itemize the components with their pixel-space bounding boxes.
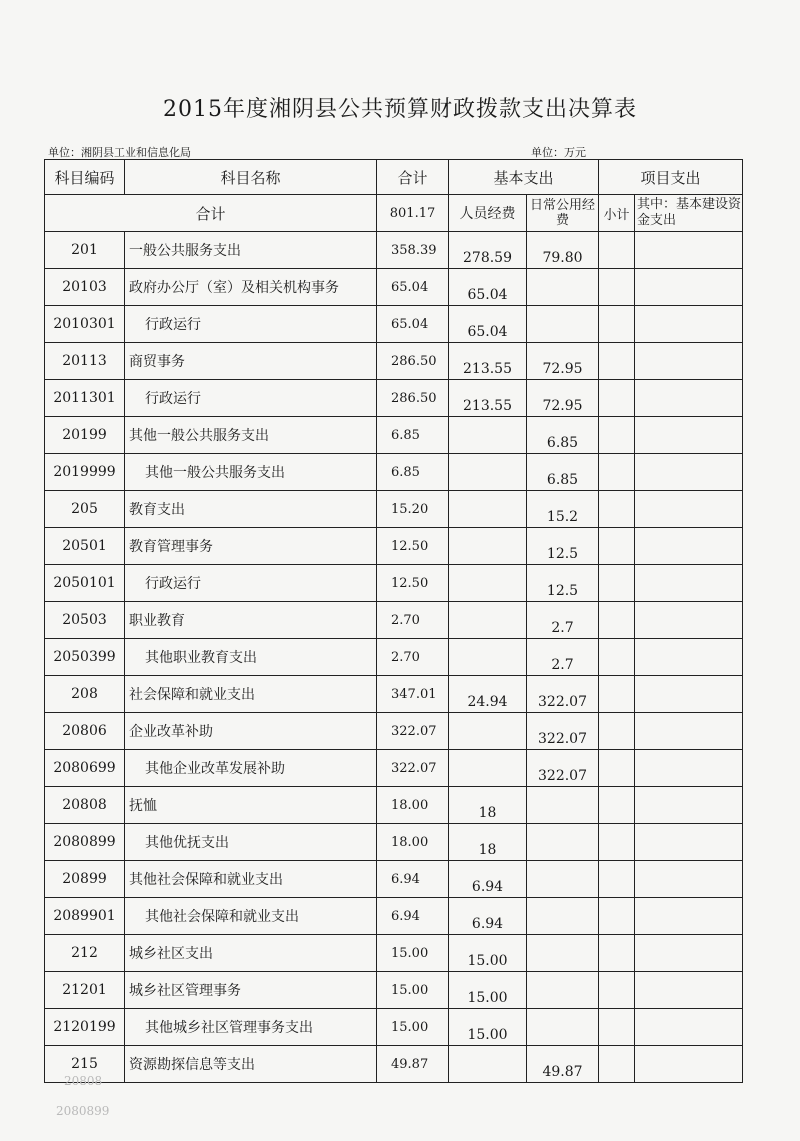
row-total: 347.01	[377, 676, 449, 713]
row-total: 6.85	[377, 454, 449, 491]
row-public: 6.85	[527, 417, 599, 454]
row-personnel: 15.00	[449, 1009, 527, 1046]
row-name: 企业改革补助	[125, 713, 377, 750]
header-infra: 其中：基本建设资金支出	[635, 195, 743, 232]
table-row	[45, 269, 743, 306]
row-infra	[635, 417, 743, 454]
row-infra	[635, 602, 743, 639]
row-total: 49.87	[377, 1046, 449, 1083]
row-name: 资源勘探信息等支出	[125, 1046, 377, 1083]
table-row	[45, 528, 743, 565]
row-code: 20503	[45, 602, 125, 639]
row-code: 205	[45, 491, 125, 528]
row-subtotal	[599, 861, 635, 898]
row-name: 教育管理事务	[125, 528, 377, 565]
row-personnel: 213.55	[449, 343, 527, 380]
row-name: 城乡社区管理事务	[125, 972, 377, 1009]
row-name: 其他一般公共服务支出	[125, 454, 377, 491]
row-code: 208	[45, 676, 125, 713]
row-name: 行政运行	[125, 380, 377, 417]
row-infra	[635, 898, 743, 935]
budget-table	[44, 159, 743, 1083]
row-name: 行政运行	[125, 565, 377, 602]
row-subtotal	[599, 343, 635, 380]
table-row	[45, 898, 743, 935]
row-subtotal	[599, 898, 635, 935]
row-total: 12.50	[377, 565, 449, 602]
row-code: 2080899	[45, 824, 125, 861]
row-name: 一般公共服务支出	[125, 232, 377, 269]
row-subtotal	[599, 380, 635, 417]
row-code: 20899	[45, 861, 125, 898]
row-infra	[635, 306, 743, 343]
row-subtotal	[599, 306, 635, 343]
table-row	[45, 824, 743, 861]
row-public	[527, 898, 599, 935]
row-personnel: 278.59	[449, 232, 527, 269]
row-code: 20806	[45, 713, 125, 750]
header-code: 科目编码	[45, 160, 125, 195]
row-code: 20113	[45, 343, 125, 380]
row-total: 15.20	[377, 491, 449, 528]
row-infra	[635, 972, 743, 1009]
row-name: 其他一般公共服务支出	[125, 417, 377, 454]
row-name: 其他社会保障和就业支出	[125, 898, 377, 935]
table-row	[45, 750, 743, 787]
row-name: 社会保障和就业支出	[125, 676, 377, 713]
row-personnel: 213.55	[449, 380, 527, 417]
row-infra	[635, 565, 743, 602]
row-personnel: 24.94	[449, 676, 527, 713]
row-personnel	[449, 565, 527, 602]
row-total: 286.50	[377, 343, 449, 380]
table-row	[45, 787, 743, 824]
row-name: 教育支出	[125, 491, 377, 528]
row-public	[527, 306, 599, 343]
row-name: 政府办公厅（室）及相关机构事务	[125, 269, 377, 306]
row-infra	[635, 639, 743, 676]
row-name: 抚恤	[125, 787, 377, 824]
table-row	[45, 935, 743, 972]
row-name: 城乡社区支出	[125, 935, 377, 972]
row-personnel: 65.04	[449, 306, 527, 343]
unit-department: 单位：湘阴县工业和信息化局	[48, 146, 191, 159]
row-code: 2019999	[45, 454, 125, 491]
row-subtotal	[599, 824, 635, 861]
row-public: 15.2	[527, 491, 599, 528]
table-row	[45, 972, 743, 1009]
row-subtotal	[599, 750, 635, 787]
row-infra	[635, 676, 743, 713]
row-total: 18.00	[377, 787, 449, 824]
row-public	[527, 972, 599, 1009]
header-total: 合计	[377, 160, 449, 195]
row-personnel	[449, 417, 527, 454]
row-subtotal	[599, 528, 635, 565]
row-infra	[635, 861, 743, 898]
table-row	[45, 380, 743, 417]
row-total: 65.04	[377, 269, 449, 306]
row-total: 6.94	[377, 861, 449, 898]
row-infra	[635, 787, 743, 824]
table-body	[45, 232, 743, 1083]
row-infra	[635, 232, 743, 269]
row-subtotal	[599, 676, 635, 713]
row-infra	[635, 380, 743, 417]
table-row	[45, 417, 743, 454]
table-row	[45, 639, 743, 676]
row-personnel: 18	[449, 787, 527, 824]
row-name: 行政运行	[125, 306, 377, 343]
row-subtotal	[599, 639, 635, 676]
row-total: 286.50	[377, 380, 449, 417]
table-row	[45, 602, 743, 639]
row-personnel	[449, 528, 527, 565]
row-total: 358.39	[377, 232, 449, 269]
table-row	[45, 454, 743, 491]
row-public	[527, 269, 599, 306]
table-row	[45, 306, 743, 343]
row-code: 2120199	[45, 1009, 125, 1046]
unit-currency: 单位：万元	[531, 146, 586, 159]
row-code: 2011301	[45, 380, 125, 417]
row-subtotal	[599, 454, 635, 491]
row-code: 2010301	[45, 306, 125, 343]
row-infra	[635, 528, 743, 565]
row-public: 12.5	[527, 565, 599, 602]
row-name: 其他优抚支出	[125, 824, 377, 861]
row-total: 6.94	[377, 898, 449, 935]
row-personnel: 6.94	[449, 861, 527, 898]
row-personnel: 15.00	[449, 935, 527, 972]
row-personnel	[449, 713, 527, 750]
table-row	[45, 713, 743, 750]
row-personnel: 15.00	[449, 972, 527, 1009]
bleed-code-1: 20808	[64, 1074, 103, 1088]
row-public: 322.07	[527, 750, 599, 787]
row-total: 322.07	[377, 713, 449, 750]
row-total: 15.00	[377, 935, 449, 972]
table-row	[45, 676, 743, 713]
row-code: 201	[45, 232, 125, 269]
row-total: 2.70	[377, 639, 449, 676]
row-public: 49.87	[527, 1046, 599, 1083]
row-infra	[635, 454, 743, 491]
row-public: 79.80	[527, 232, 599, 269]
row-personnel: 65.04	[449, 269, 527, 306]
row-code: 2089901	[45, 898, 125, 935]
bleed-code-2: 2080899	[56, 1104, 110, 1118]
row-code: 20808	[45, 787, 125, 824]
row-code: 212	[45, 935, 125, 972]
row-total: 6.85	[377, 417, 449, 454]
row-subtotal	[599, 269, 635, 306]
row-public: 12.5	[527, 528, 599, 565]
row-public: 2.7	[527, 602, 599, 639]
row-personnel	[449, 639, 527, 676]
row-total: 15.00	[377, 972, 449, 1009]
row-code: 215	[45, 1046, 125, 1083]
table-row	[45, 491, 743, 528]
row-name: 其他企业改革发展补助	[125, 750, 377, 787]
row-subtotal	[599, 935, 635, 972]
header-personnel: 人员经费	[449, 195, 527, 232]
row-code: 20199	[45, 417, 125, 454]
total-label: 合计	[45, 195, 377, 232]
row-public: 322.07	[527, 676, 599, 713]
row-name: 其他城乡社区管理事务支出	[125, 1009, 377, 1046]
row-public: 6.85	[527, 454, 599, 491]
header-name: 科目名称	[125, 160, 377, 195]
row-public: 72.95	[527, 380, 599, 417]
row-infra	[635, 343, 743, 380]
row-infra	[635, 269, 743, 306]
row-subtotal	[599, 565, 635, 602]
row-personnel	[449, 491, 527, 528]
row-total: 2.70	[377, 602, 449, 639]
row-total: 322.07	[377, 750, 449, 787]
row-public: 322.07	[527, 713, 599, 750]
table-row	[45, 232, 743, 269]
row-personnel	[449, 750, 527, 787]
row-total: 18.00	[377, 824, 449, 861]
row-personnel	[449, 602, 527, 639]
page-title: 2015年度湘阴县公共预算财政拨款支出决算表	[163, 97, 637, 122]
row-subtotal	[599, 417, 635, 454]
row-subtotal	[599, 491, 635, 528]
row-name: 其他社会保障和就业支出	[125, 861, 377, 898]
row-subtotal	[599, 713, 635, 750]
table-row	[45, 565, 743, 602]
table-row	[45, 861, 743, 898]
header-project: 项目支出	[599, 160, 743, 195]
row-total: 12.50	[377, 528, 449, 565]
row-infra	[635, 824, 743, 861]
total-value: 801.17	[377, 195, 449, 232]
row-infra	[635, 935, 743, 972]
row-infra	[635, 491, 743, 528]
row-subtotal	[599, 787, 635, 824]
table-row	[45, 343, 743, 380]
row-public: 72.95	[527, 343, 599, 380]
bleed-through-text	[50, 1040, 750, 1140]
row-infra	[635, 713, 743, 750]
row-personnel: 18	[449, 824, 527, 861]
row-code: 2080699	[45, 750, 125, 787]
row-name: 职业教育	[125, 602, 377, 639]
row-subtotal	[599, 972, 635, 1009]
row-code: 20501	[45, 528, 125, 565]
row-public	[527, 787, 599, 824]
header-public: 日常公用经费	[527, 195, 599, 232]
row-code: 21201	[45, 972, 125, 1009]
header-basic: 基本支出	[449, 160, 599, 195]
row-total: 65.04	[377, 306, 449, 343]
row-code: 2050101	[45, 565, 125, 602]
row-personnel: 6.94	[449, 898, 527, 935]
row-subtotal	[599, 602, 635, 639]
row-infra	[635, 750, 743, 787]
row-name: 商贸事务	[125, 343, 377, 380]
row-name: 其他职业教育支出	[125, 639, 377, 676]
row-public	[527, 861, 599, 898]
row-public: 2.7	[527, 639, 599, 676]
row-subtotal	[599, 232, 635, 269]
row-code: 2050399	[45, 639, 125, 676]
row-personnel	[449, 454, 527, 491]
header-subtotal: 小计	[599, 195, 635, 232]
row-public	[527, 824, 599, 861]
row-code: 20103	[45, 269, 125, 306]
row-public	[527, 935, 599, 972]
row-total: 15.00	[377, 1009, 449, 1046]
